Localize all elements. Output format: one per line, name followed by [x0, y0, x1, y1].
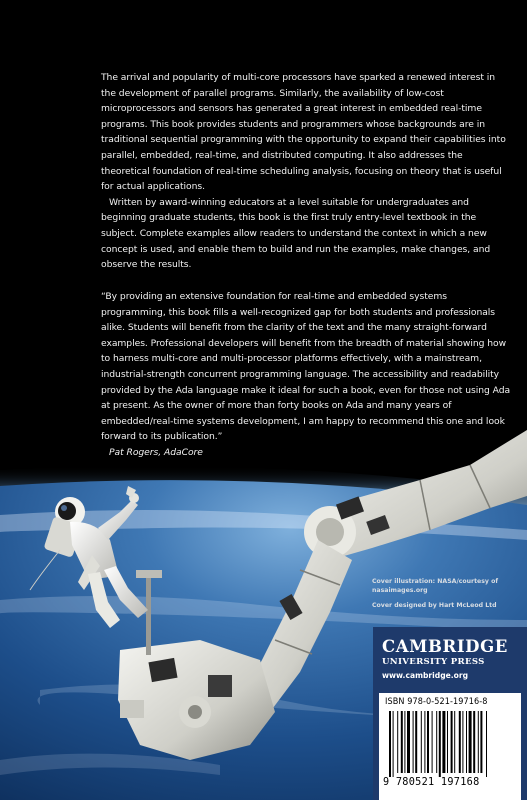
- description-paragraph-2: Written by award-winning educators at a level suitable for undergraduates and beginning graduate students, this book is the first truly entry-level textbook in the subject. Complete examples allow readers to understand the context in which a new concept is used, and enable them to build and run the examples, make changes, and observe the results.: [101, 196, 491, 271]
- barcode-bar: [397, 711, 398, 773]
- barcode-bar: [432, 711, 433, 773]
- barcode-bar: [389, 711, 391, 777]
- barcode-bar: [393, 711, 394, 777]
- barcode-bar: [466, 711, 467, 773]
- barcode-bar: [454, 711, 455, 773]
- isbn-label: ISBN 978-0-521-19716-8: [385, 697, 488, 707]
- barcode-bar: [427, 711, 429, 773]
- barcode-bar: [451, 711, 453, 773]
- publisher-name: CAMBRIDGE: [382, 637, 508, 656]
- barcode-bar: [415, 711, 417, 773]
- barcode-bar: [469, 711, 472, 773]
- barcode-bar: [413, 711, 414, 773]
- publisher-panel: [373, 627, 527, 800]
- barcode-digits: 9 780521 197168: [383, 777, 480, 788]
- barcode-bar: [424, 711, 425, 773]
- illustration-credit: Cover illustration: NASA/courtesy of nasaimages.org: [372, 578, 499, 594]
- barcode-bar: [407, 711, 410, 773]
- isbn-barcode: [379, 693, 521, 800]
- barcode-bar: [401, 711, 403, 773]
- barcode-bar: [486, 711, 487, 777]
- quote-attribution: Pat Rogers, AdaCore: [109, 446, 203, 458]
- barcode-bar: [404, 711, 405, 773]
- barcode-bar: [439, 711, 441, 777]
- design-credit: Cover designed by Hart McLeod Ltd: [372, 602, 497, 609]
- barcode-bars: [385, 711, 515, 777]
- endorsement-quote: [101, 289, 511, 461]
- barcode-bar: [478, 711, 479, 773]
- barcode-bar: [436, 711, 437, 773]
- publisher-url: www.cambridge.org: [382, 671, 469, 680]
- barcode-bar: [459, 711, 461, 773]
- barcode-bar: [480, 711, 482, 773]
- quote-text: “By providing an extensive foundation for real-time and embedded systems programming, this book fills a well-recognized gap for both students and professionals alike. Students will benefit from the clarity of the text and the many straight-forward examples. Professional developers will benefit from the breadth of material showing how to harness multi-core and multi-processor platforms effectively, with a mainstream, industrial-strength concurrent programming language. The accessibility and readability provided by the Ada language make it ideal for such a book, even for those not using Ada at present. As the owner of more than forty books on Ada and many years of embedded/real-time systems development, I am happy to recommend this one and look forward to its publication.”: [101, 291, 511, 443]
- barcode-bar: [442, 711, 445, 773]
- description-paragraph-1: The arrival and popularity of multi-core processors have sparked a renewed interest in the development of parallel programs. Similarly, the availability of low-cost microprocessors and sensors has generated a great interest in embedded real-time programs. This book provides students and programmers whose backgrounds are in traditional sequential programming with the opportunity to expand their capabilities into parallel, embedded, real-time, and distributed computing. It also addresses the theoretical foundation of real-time scheduling analysis, focusing on theory that is useful for actual applications.: [101, 72, 506, 193]
- barcode-bar: [462, 711, 463, 773]
- publisher-subtitle: UNIVERSITY PRESS: [382, 657, 485, 667]
- book-description: [101, 70, 511, 273]
- barcode-bar: [473, 711, 475, 773]
- barcode-bar: [447, 711, 448, 773]
- barcode-bar: [421, 711, 422, 773]
